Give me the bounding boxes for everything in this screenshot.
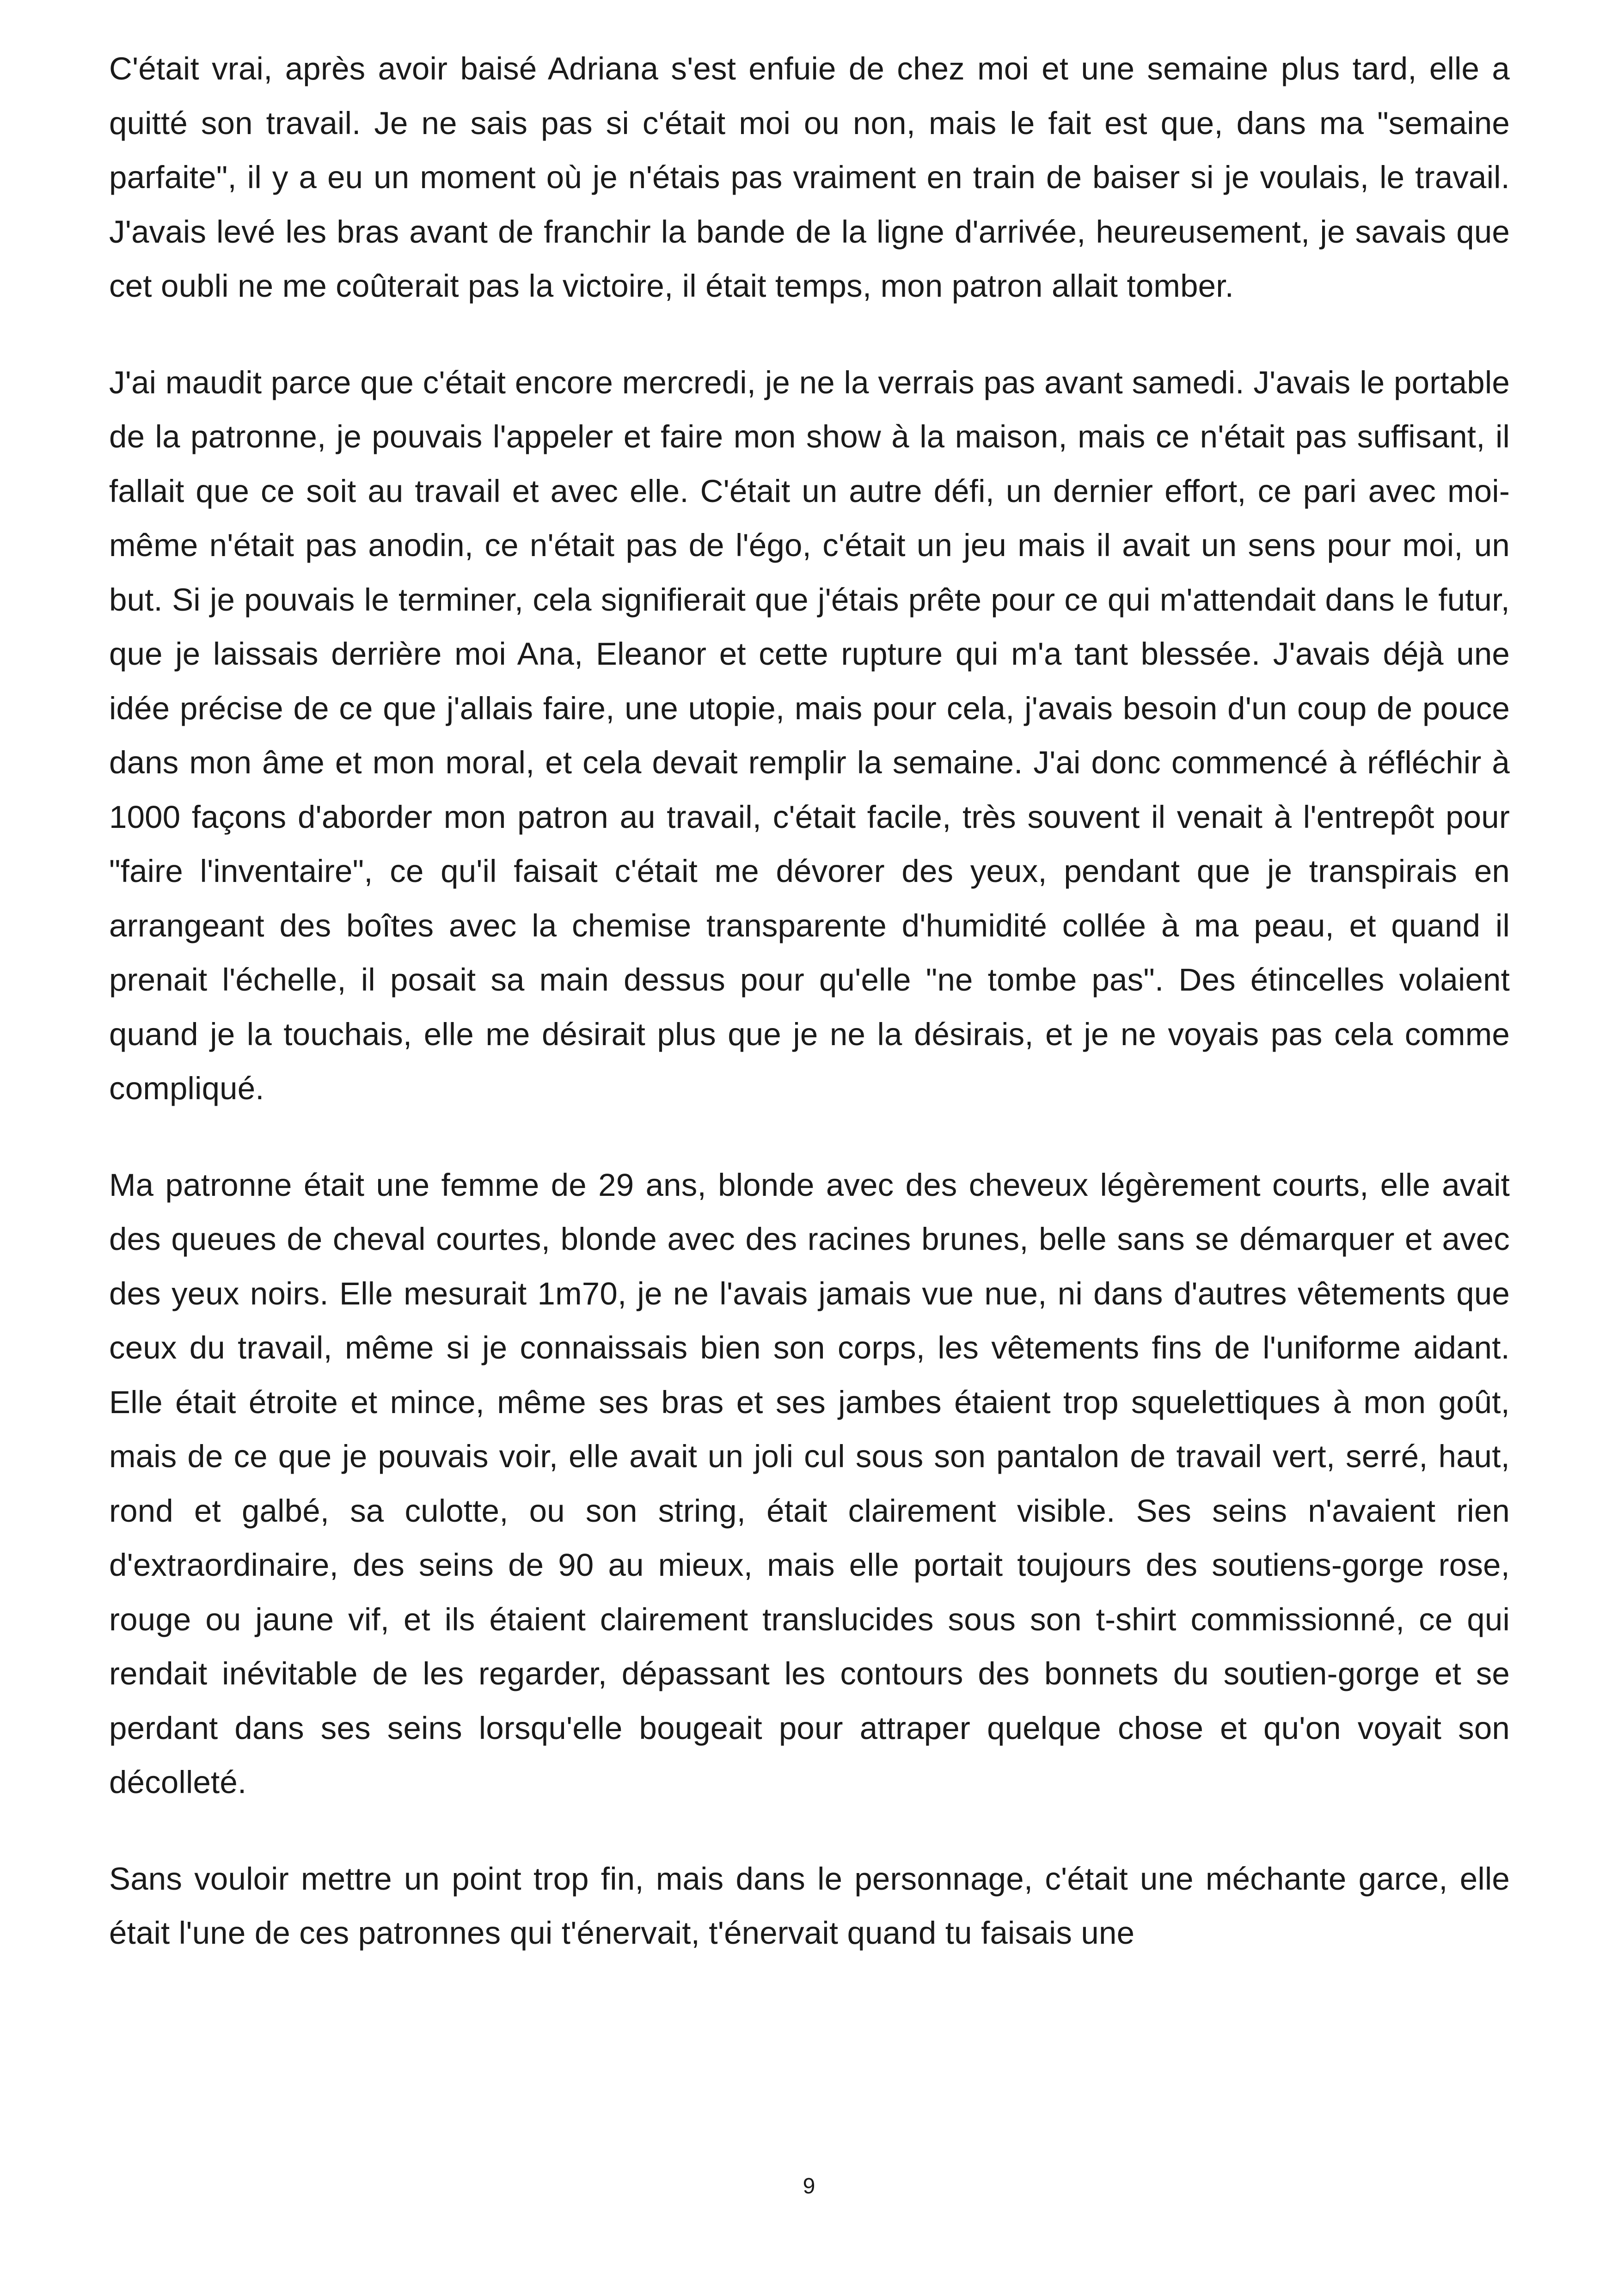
paragraph-4: Sans vouloir mettre un point trop fin, mais dans le personnage, c'était une méchante garce, elle était l'une de ces patronnes qui t'énervait, t'énervait quand tu faisais une [109,1861,1510,1951]
paragraph-3: Ma patronne était une femme de 29 ans, blonde avec des cheveux légèrement courts, elle avait des queues de cheval courtes, blonde avec des racines brunes, belle sans se démarquer et avec des yeux noirs. Elle mesurait 1m70, je ne l'avais jamais vue nue, ni dans d'autres vêtements que ceux du travail, même si je connaissais bien son corps, les vêtements fins de l'uniforme aidant. Elle était étroite et mince, même ses bras et ses jambes étaient trop squelettiques à mon goût, mais de ce que je pouvais voir, elle avait un joli cul sous son pantalon de travail vert, serré, haut, rond et galbé, sa culotte, ou son string, était clairement visible. Ses seins n'avaient rien d'extraordinaire, des seins de 90 au mieux, mais elle portait toujours des soutiens-gorge rose, rouge ou jaune vif, et ils étaient clairement translucides sous son t-shirt commissionné, ce qui rendait inévitable de les regarder, dépassant les contours des bonnets du soutien-gorge et se perdant dans ses seins lorsqu'elle bougeait pour attraper quelque chose et qu'on voyait son décolleté. [109,1167,1510,1800]
paragraph-1: C'était vrai, après avoir baisé Adriana s'est enfuie de chez moi et une semaine plus tard, elle a quitté son travail. Je ne sais pas si c'était moi ou non, mais le fait est que, dans ma "semaine parfaite", il y a eu un moment où je n'étais pas vraiment en train de baiser si je voulais, le travail. J'avais levé les bras avant de franchir la bande de la ligne d'arrivée, heureusement, je savais que cet oubli ne me coûterait pas la victoire, il était temps, mon patron allait tomber. [109,51,1510,304]
page-number: 9 [803,2174,815,2198]
page-body [109,42,1510,2002]
paragraph-2: J'ai maudit parce que c'était encore mercredi, je ne la verrais pas avant samedi. J'avais le portable de la patronne, je pouvais l'appeler et faire mon show à la maison, mais ce n'était pas suffisant, il fallait que ce soit au travail et avec elle. C'était un autre défi, un dernier effort, ce pari avec moi-même n'était pas anodin, ce n'était pas de l'égo, c'était un jeu mais il avait un sens pour moi, un but. Si je pouvais le terminer, cela signifierait que j'étais prête pour ce qui m'attendait dans le futur, que je laissais derrière moi Ana, Eleanor et cette rupture qui m'a tant blessée. J'avais déjà une idée précise de ce que j'allais faire, une utopie, mais pour cela, j'avais besoin d'un coup de pouce dans mon âme et mon moral, et cela devait remplir la semaine. J'ai donc commencé à réfléchir à 1000 façons d'aborder mon patron au travail, c'était facile, très souvent il venait à l'entrepôt pour "faire l'inventaire", ce qu'il faisait c'était me dévorer des yeux, pendant que je transpirais en arrangeant des boîtes avec la chemise transparente d'humidité collée à ma peau, et quand il prenait l'échelle, il posait sa main dessus pour qu'elle "ne tombe pas". Des étincelles volaient quand je la touchais, elle me désirait plus que je ne la désirais, et je ne voyais pas cela comme compliqué. [109,364,1510,1106]
